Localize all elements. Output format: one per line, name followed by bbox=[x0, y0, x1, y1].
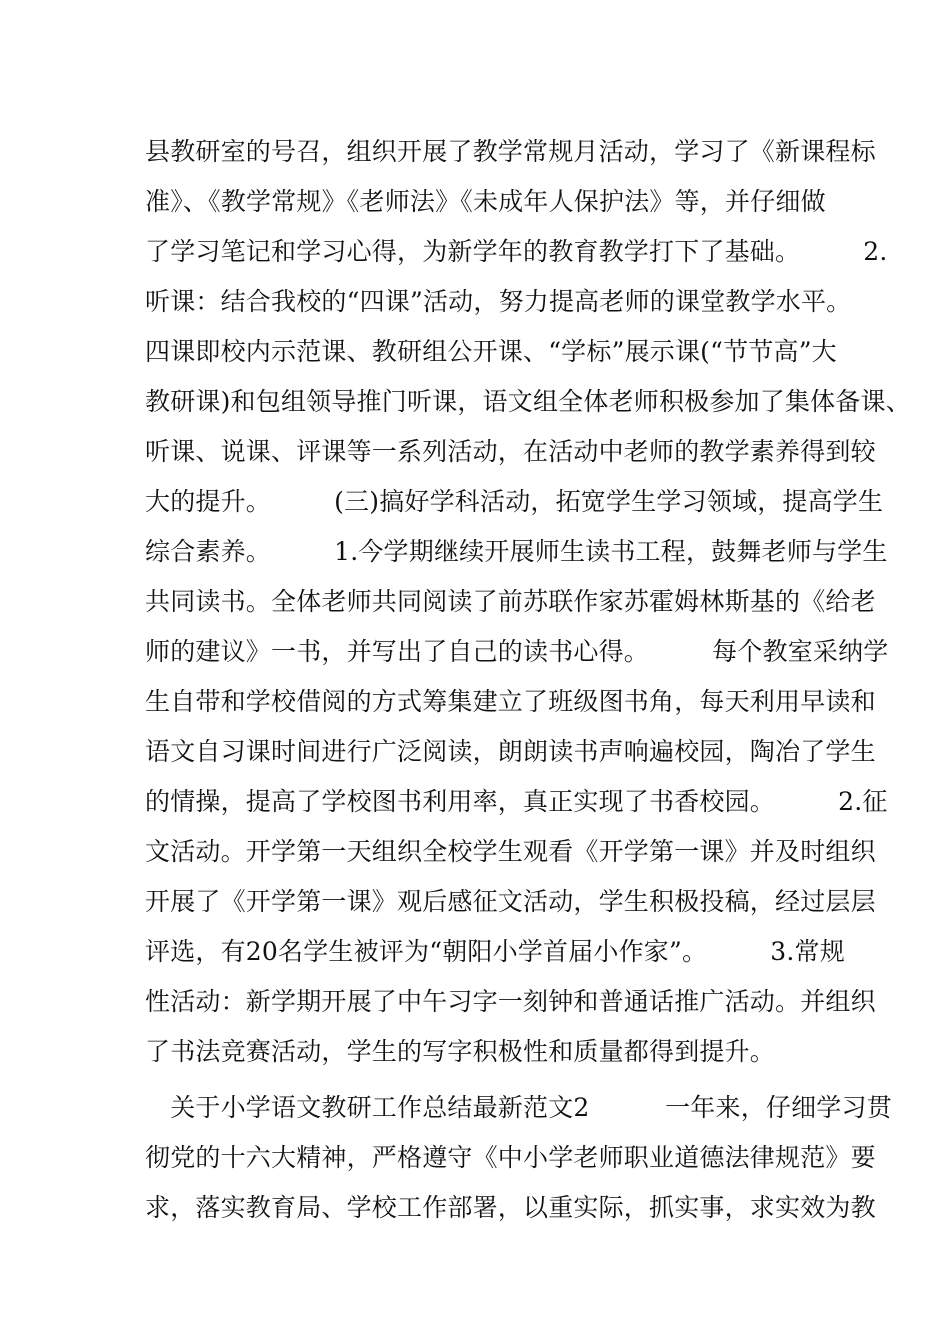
text-line: 共同读书。全体老师共同阅读了前苏联作家苏霍姆林斯基的《给老 bbox=[145, 587, 876, 616]
text-line: 听课、说课、评课等一系列活动，在活动中老师的教学素养得到较 bbox=[145, 437, 876, 466]
text-line: 了书法竞赛活动，学生的写字积极性和质量都得到提升。 bbox=[145, 1037, 776, 1066]
text-line: 师的建议》一书，并写出了自己的读书心得。 每个教室采纳学 bbox=[145, 637, 889, 666]
text-line: 语文自习课时间进行广泛阅读，朗朗读书声响遍校园，陶冶了学生 bbox=[145, 737, 876, 766]
text-line: 开展了《开学第一课》观后感征文活动，学生积极投稿，经过层层 bbox=[145, 887, 876, 916]
text-line: 四课即校内示范课、教研组公开课、“学标”展示课(“节节高”大 bbox=[145, 337, 837, 366]
text-line: 评选，有20名学生被评为“朝阳小学首届小作家”。 3.常规 bbox=[145, 937, 845, 966]
section-heading-line: 关于小学语文教研工作总结最新范文2 一年来，仔细学习贯 bbox=[145, 1093, 892, 1122]
text-line: 听课：结合我校的“四课”活动，努力提高老师的课堂教学水平。 bbox=[145, 287, 852, 316]
text-line: 彻党的十六大精神，严格遵守《中小学老师职业道德法律规范》要 bbox=[145, 1143, 876, 1172]
text-line: 综合素养。 1.今学期继续开展师生读书工程，鼓舞老师与学生 bbox=[145, 537, 888, 566]
text-line: 教研课)和包组领导推门听课，语文组全体老师积极参加了集体备课、 bbox=[145, 387, 911, 416]
text-line: 了学习笔记和学习心得，为新学年的教育教学打下了基础。 2. bbox=[145, 237, 888, 266]
text-line: 县教研室的号召，组织开展了教学常规月活动，学习了《新课程标 bbox=[145, 137, 876, 166]
text-line: 生自带和学校借阅的方式筹集建立了班级图书角，每天利用早读和 bbox=[145, 687, 876, 716]
text-line: 的情操，提高了学校图书利用率，真正实现了书香校园。 2.征 bbox=[145, 787, 888, 816]
text-line: 文活动。开学第一天组织全校学生观看《开学第一课》并及时组织 bbox=[145, 837, 876, 866]
text-line: 大的提升。 (三)搞好学科活动，拓宽学生学习领域，提高学生 bbox=[145, 487, 884, 516]
text-line: 性活动：新学期开展了中午习字一刻钟和普通话推广活动。并组织 bbox=[145, 987, 876, 1016]
text-line: 求，落实教育局、学校工作部署，以重实际，抓实事，求实效为教 bbox=[145, 1193, 876, 1222]
text-line: 准》、《教学常规》《老师法》《未成年人保护法》等，并仔细做 bbox=[145, 187, 826, 216]
